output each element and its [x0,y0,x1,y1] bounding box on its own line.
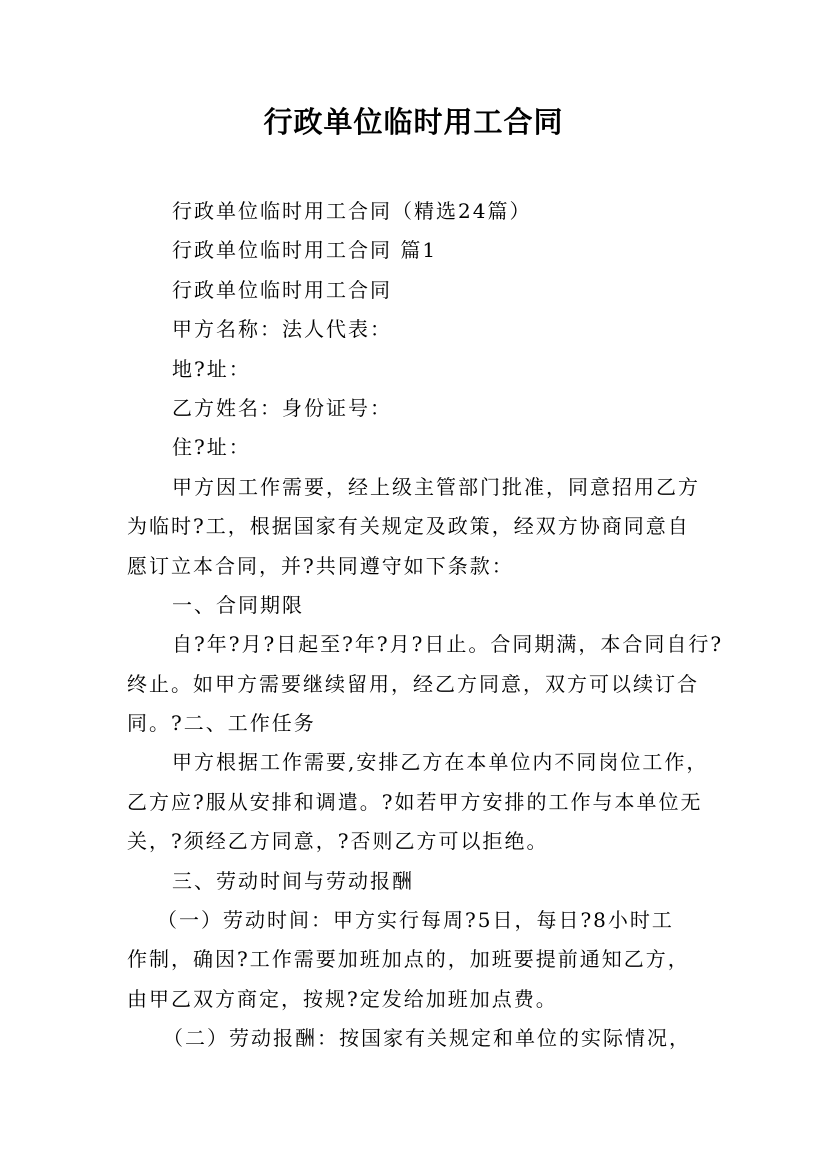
paragraph-line: 终止。如甲方需要继续留用，经乙方同意，双方可以续订合 [127,671,699,696]
paragraph-line: 地?址： [172,356,251,381]
paragraph-line: 甲方因工作需要，经上级主管部门批准，同意招用乙方 [172,474,700,499]
paragraph-line: 行政单位临时用工合同 [172,277,392,302]
paragraph-line: （二）劳动报酬：按国家有关规定和单位的实际情况， [163,1026,691,1051]
paragraph-line: 行政单位临时用工合同（精选24篇） [172,199,532,223]
paragraph-line: 关，?须经乙方同意，?否则乙方可以拒绝。 [127,829,549,854]
paragraph-line: 自?年?月?日起至?年?月?日止。合同期满，本合同自行? [172,632,724,657]
paragraph-line: 住?址： [172,435,251,460]
paragraph-line: 行政单位临时用工合同 篇1 [172,238,438,263]
document-body [127,192,724,1059]
document-title: 行政单位临时用工合同 [263,105,564,139]
paragraph-line: （一）劳动时间：甲方实行每周?5日，每日?8小时工 [157,908,674,933]
paragraph-line: 乙方姓名：身份证号： [172,395,392,420]
paragraph-line: 为临时?工，根据国家有关规定及政策，经双方协商同意自 [127,514,690,539]
paragraph-line: 乙方应?服从安排和调遣。?如若甲方安排的工作与本单位无 [127,789,703,814]
paragraph-line: 作制，确因?工作需要加班加点的，加班要提前通知乙方， [127,947,690,972]
section-heading: 三、劳动时间与劳动报酬 [172,868,414,893]
paragraph-line: 甲方根据工作需要,安排乙方在本单位内不同岗位工作， [172,750,709,775]
section-heading: 一、合同期限 [172,592,304,617]
paragraph-line: 愿订立本合同，并?共同遵守如下条款： [127,553,514,578]
paragraph-line: 由甲乙双方商定，按规?定发给加班加点费。 [127,986,558,1011]
paragraph-line: 同。?二、工作任务 [127,711,316,736]
paragraph-line: 甲方名称：法人代表： [172,317,392,342]
